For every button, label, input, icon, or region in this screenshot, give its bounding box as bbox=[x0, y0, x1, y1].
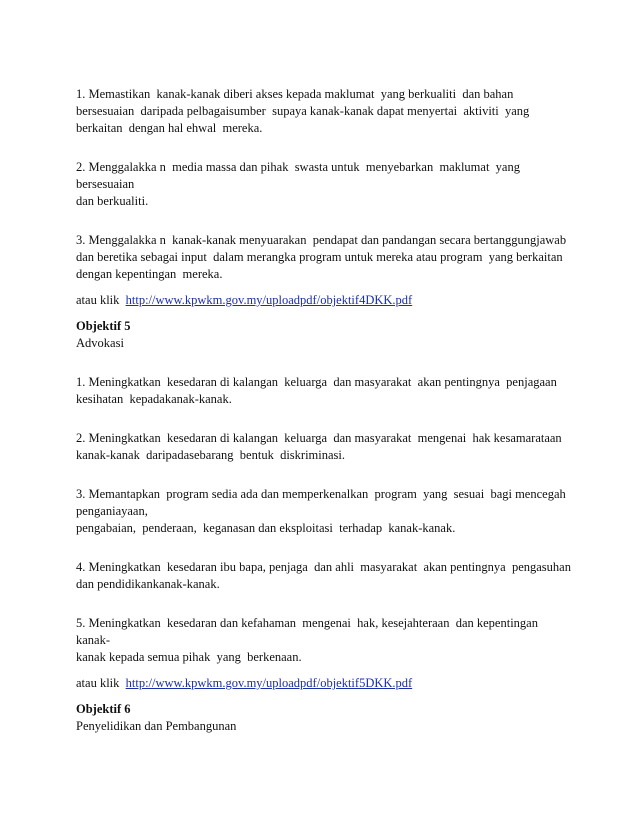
link-prefix: atau klik bbox=[76, 676, 126, 690]
objective5-item-2: 2. Meningkatkan kesedaran di kalangan keluarga dan masyarakat mengenai hak kesamarataan kanak-kanak daripadasebarang bentuk diskriminasi. bbox=[76, 431, 562, 462]
objective5-item-1: 1. Meningkatkan kesedaran di kalangan keluarga dan masyarakat akan pentingnya penjagaan kesihatan kepadakanak-kanak. bbox=[76, 375, 557, 406]
objective4-item-2: 2. Menggalakka n media massa dan pihak swasta untuk menyebarkan maklumat yang bersesuaian dan berkualiti. bbox=[76, 160, 520, 208]
document-page bbox=[76, 86, 576, 735]
objective6-subheading: Penyelidikan dan Pembangunan bbox=[76, 719, 237, 733]
spacer bbox=[76, 593, 576, 615]
objective5-item-3: 3. Memantapkan program sedia ada dan memperkenalkan program yang sesuai bagi mencegah penganiayaan, pengabaian, penderaan, keganasan dan eksploitasi terhadap kanak-kanak. bbox=[76, 487, 566, 535]
objective5-subheading: Advokasi bbox=[76, 336, 124, 350]
spacer bbox=[76, 210, 576, 232]
spacer bbox=[76, 137, 576, 159]
spacer bbox=[76, 309, 576, 318]
spacer bbox=[76, 537, 576, 559]
spacer bbox=[76, 352, 576, 374]
spacer bbox=[76, 692, 576, 701]
objective5-pdf-link[interactable]: http://www.kpwkm.gov.my/uploadpdf/objektif5DKK.pdf bbox=[125, 676, 413, 690]
objective4-item-3: 3. Menggalakka n kanak-kanak menyuarakan pendapat dan pandangan secara bertanggungjawab dan beretika sebagai input dalam merangka program untuk mereka atau program yang berkaitan dengan kepentingan mereka. bbox=[76, 233, 567, 281]
spacer bbox=[76, 666, 576, 675]
objective5-link-line bbox=[76, 675, 576, 692]
objective6-heading: Objektif 6 bbox=[76, 702, 131, 716]
objective5-item-5: 5. Meningkatkan kesedaran dan kefahaman mengenai hak, kesejahteraan dan kepentingan kanak- kanak kepada semua pihak yang berkenaan. bbox=[76, 616, 538, 664]
spacer bbox=[76, 408, 576, 430]
objective5-heading: Objektif 5 bbox=[76, 319, 131, 333]
objective5-item-4: 4. Meningkatkan kesedaran ibu bapa, penjaga dan ahli masyarakat akan pentingnya pengasuhan dan pendidikankanak-kanak. bbox=[76, 560, 571, 591]
objective4-item-1: 1. Memastikan kanak-kanak diberi akses kepada maklumat yang berkualiti dan bahan bersesuaian daripada pelbagaisumber supaya kanak-kanak dapat menyertai aktiviti yang berkaitan dengan hal ehwal mereka. bbox=[76, 87, 530, 135]
link-prefix: atau klik bbox=[76, 293, 126, 307]
objective4-pdf-link[interactable]: http://www.kpwkm.gov.my/uploadpdf/objektif4DKK.pdf bbox=[125, 293, 413, 307]
objective4-link-line bbox=[76, 292, 576, 309]
spacer bbox=[76, 464, 576, 486]
spacer bbox=[76, 283, 576, 292]
